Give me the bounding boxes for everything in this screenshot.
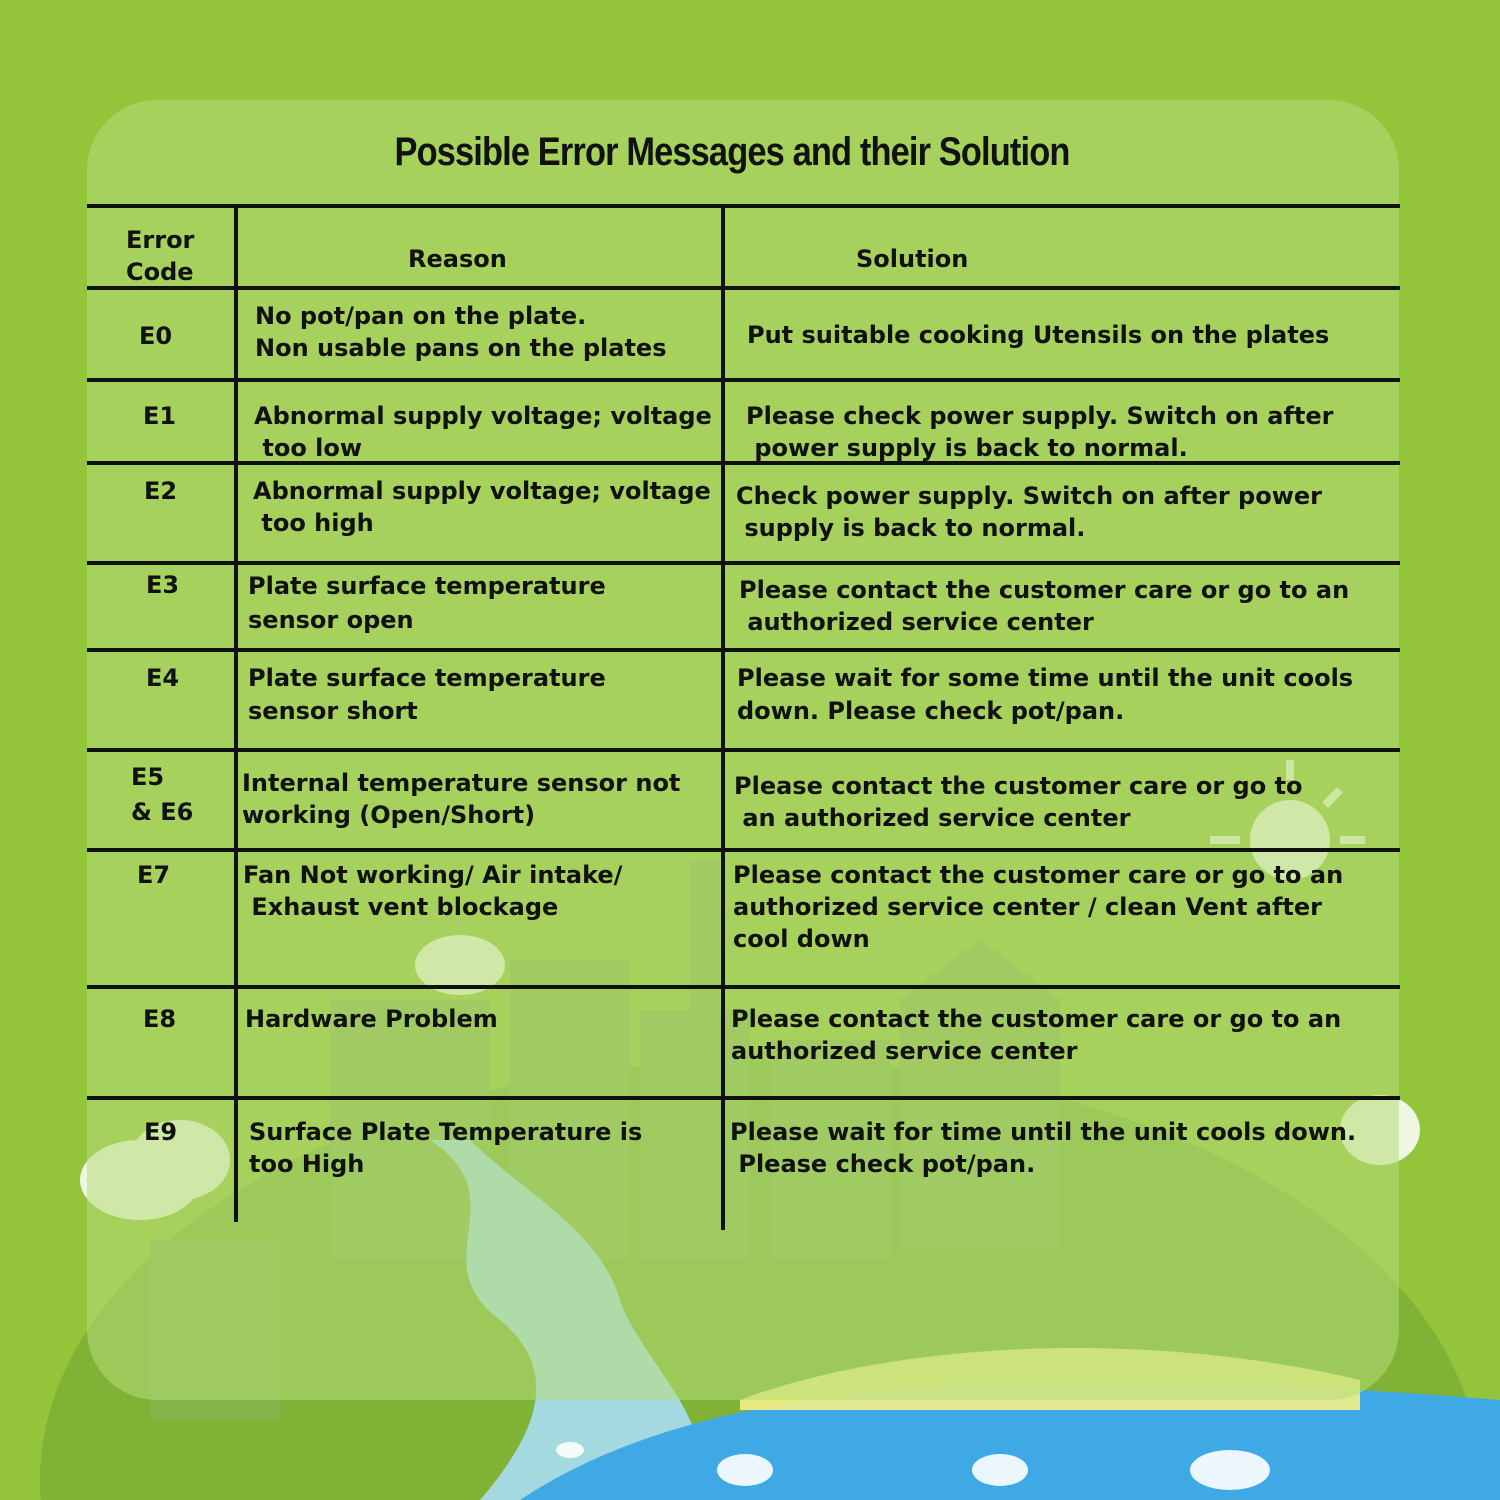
error-code-cell: E5 & E6: [131, 763, 194, 826]
reason-cell: Abnormal supply voltage; voltage too high: [253, 477, 711, 537]
solution-cell: Please contact the customer care or go to an authorized service center: [739, 576, 1350, 636]
page-title: Possible Error Messages and their Solution: [394, 130, 1070, 174]
reason-cell: No pot/pan on the plate. Non usable pans on the plates: [255, 302, 667, 362]
table-rule: [87, 378, 1400, 382]
table-rule: [87, 748, 1400, 752]
table-rule: [87, 1096, 1400, 1100]
error-code-cell: E1: [143, 402, 177, 430]
solution-cell: Please wait for some time until the unit cools down. Please check pot/pan.: [737, 664, 1354, 725]
solution-cell: Check power supply. Switch on after power supply is back to normal.: [736, 482, 1322, 542]
header-reason: Reason: [408, 245, 507, 273]
reason-cell: Plate surface temperature sensor open: [248, 572, 606, 634]
error-code-cell: E3: [146, 571, 180, 599]
error-code-cell: E7: [137, 861, 171, 889]
solution-cell: Put suitable cooking Utensils on the plates: [747, 321, 1330, 349]
error-code-cell: E0: [139, 322, 173, 350]
solution-cell: Please check power supply. Switch on after power supply is back to normal.: [746, 402, 1334, 462]
table-column-rule: [721, 206, 725, 1230]
table-rule: [87, 648, 1400, 652]
table-rule: [87, 561, 1400, 565]
solution-cell: Please contact the customer care or go to an authorized service center: [731, 1005, 1342, 1065]
reason-cell: Surface Plate Temperature is too High: [249, 1118, 643, 1178]
reason-cell: Plate surface temperature sensor short: [248, 664, 606, 725]
table-column-rule: [234, 206, 238, 1222]
solution-cell: Please contact the customer care or go to an authorized service center / clean Vent after cool down: [733, 861, 1344, 953]
reason-cell: Abnormal supply voltage; voltage too low: [254, 402, 712, 462]
table-rule: [87, 204, 1400, 208]
table-rule: [87, 286, 1400, 290]
reason-cell: Internal temperature sensor not working (Open/Short): [242, 769, 681, 829]
error-code-cell: E9: [144, 1118, 178, 1146]
solution-cell: Please wait for time until the unit cools down. Please check pot/pan.: [730, 1118, 1357, 1178]
table-rule: [87, 985, 1400, 989]
error-code-cell: E2: [144, 477, 178, 505]
error-code-cell: E4: [146, 664, 180, 692]
header-solution: Solution: [856, 245, 969, 273]
header-error-code: Error Code: [126, 226, 195, 286]
error-code-cell: E8: [143, 1005, 177, 1033]
solution-cell: Please contact the customer care or go to an authorized service center: [734, 772, 1303, 832]
reason-cell: Hardware Problem: [245, 1005, 498, 1033]
reason-cell: Fan Not working/ Air intake/ Exhaust vent blockage: [243, 861, 623, 921]
table-rule: [87, 848, 1400, 852]
